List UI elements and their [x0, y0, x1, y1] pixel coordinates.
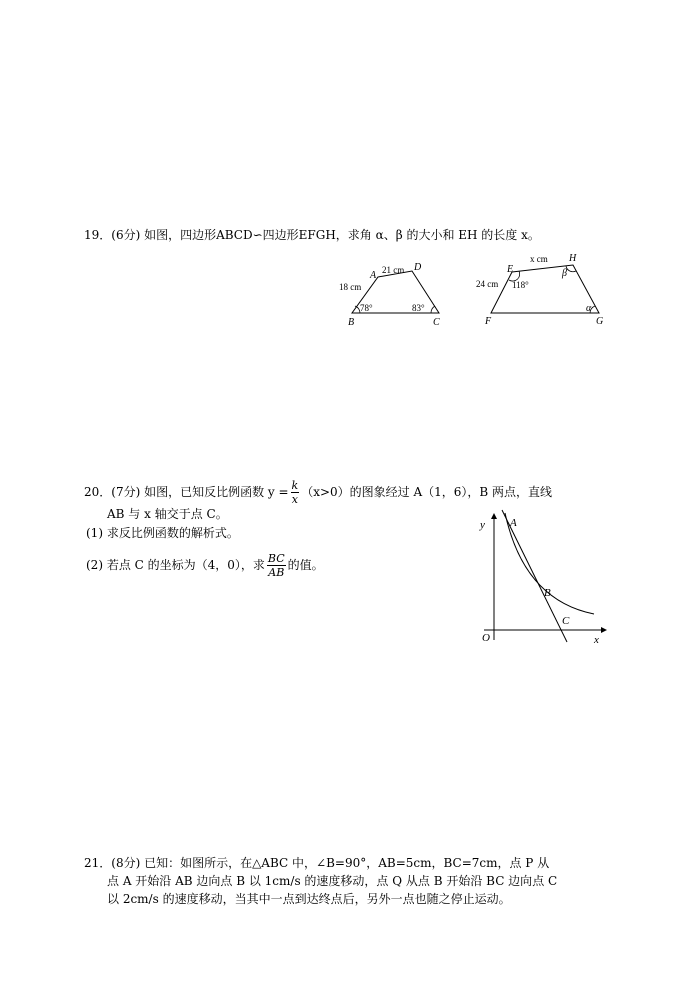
q21-line2: 点 A 开始沿 AB 边向点 B 以 1cm/s 的速度移动，点 Q 从点 B 开始沿 BC 边向点 C — [107, 874, 558, 888]
q20-graph — [474, 508, 614, 648]
label-h: H — [569, 253, 577, 264]
label-21cm: 21 cm — [382, 265, 405, 275]
frac-denominator-x: x — [291, 493, 298, 506]
frac-denominator-ab: AB — [268, 566, 285, 579]
q20-line1 — [84, 479, 552, 506]
label-alpha: α — [586, 303, 592, 314]
q19-figure-efgh — [472, 250, 617, 330]
q20-part2-pre: (2) 若点 C 的坐标为（4，0），求 — [86, 558, 265, 572]
label-83deg: 83° — [412, 303, 425, 313]
angle-c-arc — [431, 306, 435, 313]
label-a: A — [370, 270, 377, 281]
q21-line3: 以 2cm/s 的速度移动，当其中一点到达终点后，另外一点也随之停止运动。 — [107, 892, 511, 906]
label-x: x — [594, 634, 599, 646]
label-beta: β — [562, 268, 567, 279]
label-118deg: 118° — [512, 280, 529, 290]
label-c: C — [433, 317, 440, 328]
label-f: F — [485, 316, 492, 327]
q19-figure-abcd — [335, 258, 450, 330]
q20-part2 — [86, 552, 324, 579]
q20-line2: AB 与 x 轴交于点 C。 — [107, 507, 228, 521]
q19-text: 19．(6分) 如图，四边形ABCD∽四边形EFGH，求角 α、β 的大小和 EH 的长度 x。 — [84, 228, 540, 242]
q21-line1: 21．(8分) 已知：如图所示，在△ABC 中，∠B=90°，AB=5cm，BC=7cm，点 P 从 — [84, 856, 550, 870]
q20-fraction-k-over-x — [291, 479, 300, 506]
line-ab — [502, 510, 567, 642]
label-point-c: C — [562, 615, 570, 627]
q20-line1-pre: 20．(7分) 如图，已知反比例函数 y = — [84, 485, 289, 499]
label-y: y — [480, 519, 485, 531]
label-18cm: 18 cm — [339, 282, 362, 292]
label-xcm: x cm — [530, 254, 548, 264]
label-d: D — [414, 262, 422, 273]
frac-numerator-k: k — [291, 479, 299, 492]
label-e: E — [507, 264, 514, 275]
label-b: B — [348, 317, 355, 328]
label-g: G — [596, 316, 604, 327]
label-point-a: A — [510, 517, 517, 529]
frac-numerator-bc: BC — [267, 552, 285, 565]
label-point-b: B — [544, 587, 551, 599]
q20-part2-post: 的值。 — [287, 558, 324, 572]
label-o: O — [482, 632, 490, 644]
label-24cm: 24 cm — [476, 279, 499, 289]
q20-line1-post: （x>0）的图象经过 A（1，6），B 两点，直线 — [301, 485, 553, 499]
label-78deg: 78° — [360, 303, 373, 313]
q20-fraction-bc-over-ab — [267, 552, 286, 579]
q20-part1: (1) 求反比例函数的解析式。 — [86, 526, 239, 540]
